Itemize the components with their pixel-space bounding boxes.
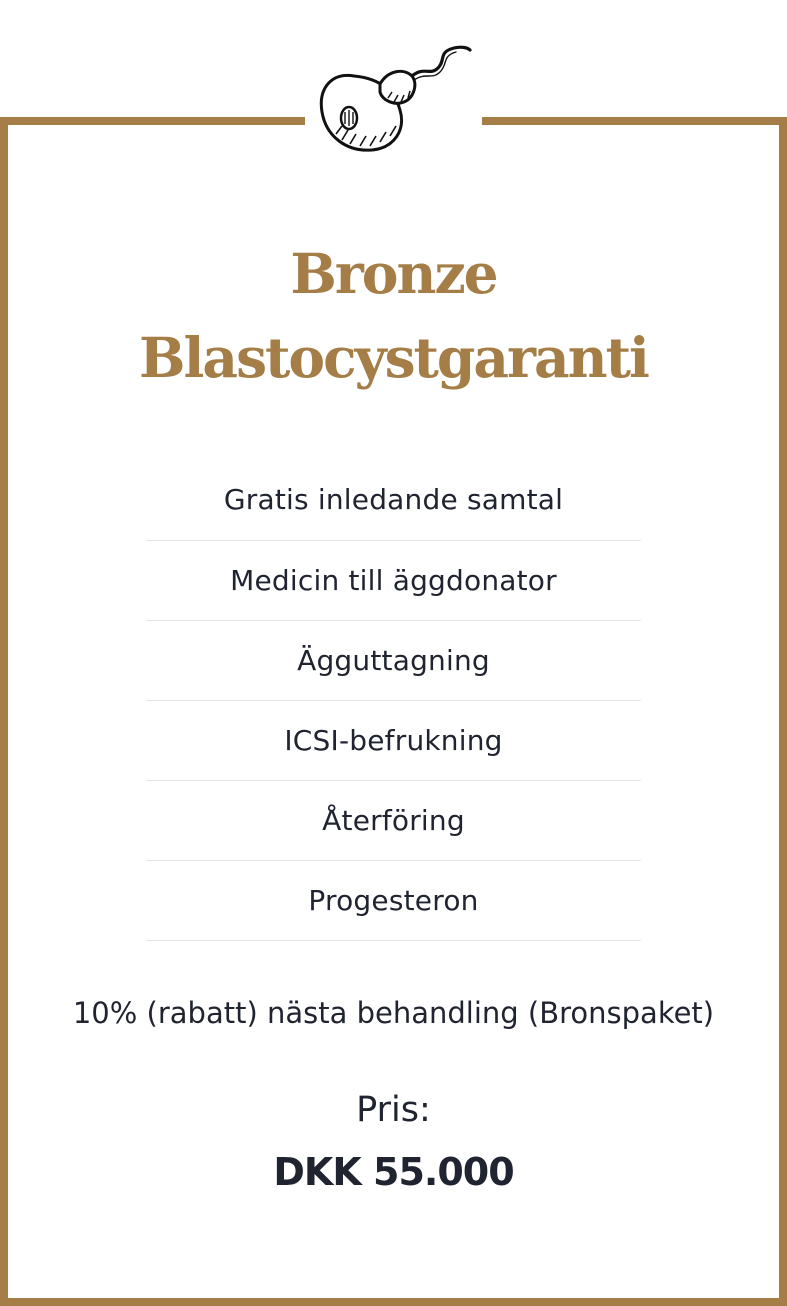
package-title-line-1: Bronze <box>290 241 497 306</box>
discount-text: 10% (rabatt) nästa behandling (Bronspaket) <box>72 996 715 1030</box>
feature-item-progesterone: Progesteron <box>146 861 641 941</box>
sperm-icon <box>314 40 478 162</box>
feature-item-transfer: Återföring <box>146 781 641 861</box>
package-title-line-2: Blastocystgaranti <box>139 325 648 390</box>
feature-item-icsi: ICSI-befrukning <box>146 701 641 781</box>
package-title <box>0 232 787 400</box>
price-value: DKK 55.000 <box>273 1150 514 1194</box>
feature-list <box>146 459 641 941</box>
price-label: Pris: <box>356 1090 431 1130</box>
feature-item-donor-medicine: Medicin till äggdonator <box>146 541 641 621</box>
feature-item-consultation: Gratis inledande samtal <box>146 459 641 541</box>
feature-item-egg-retrieval: Ägguttagning <box>146 621 641 701</box>
